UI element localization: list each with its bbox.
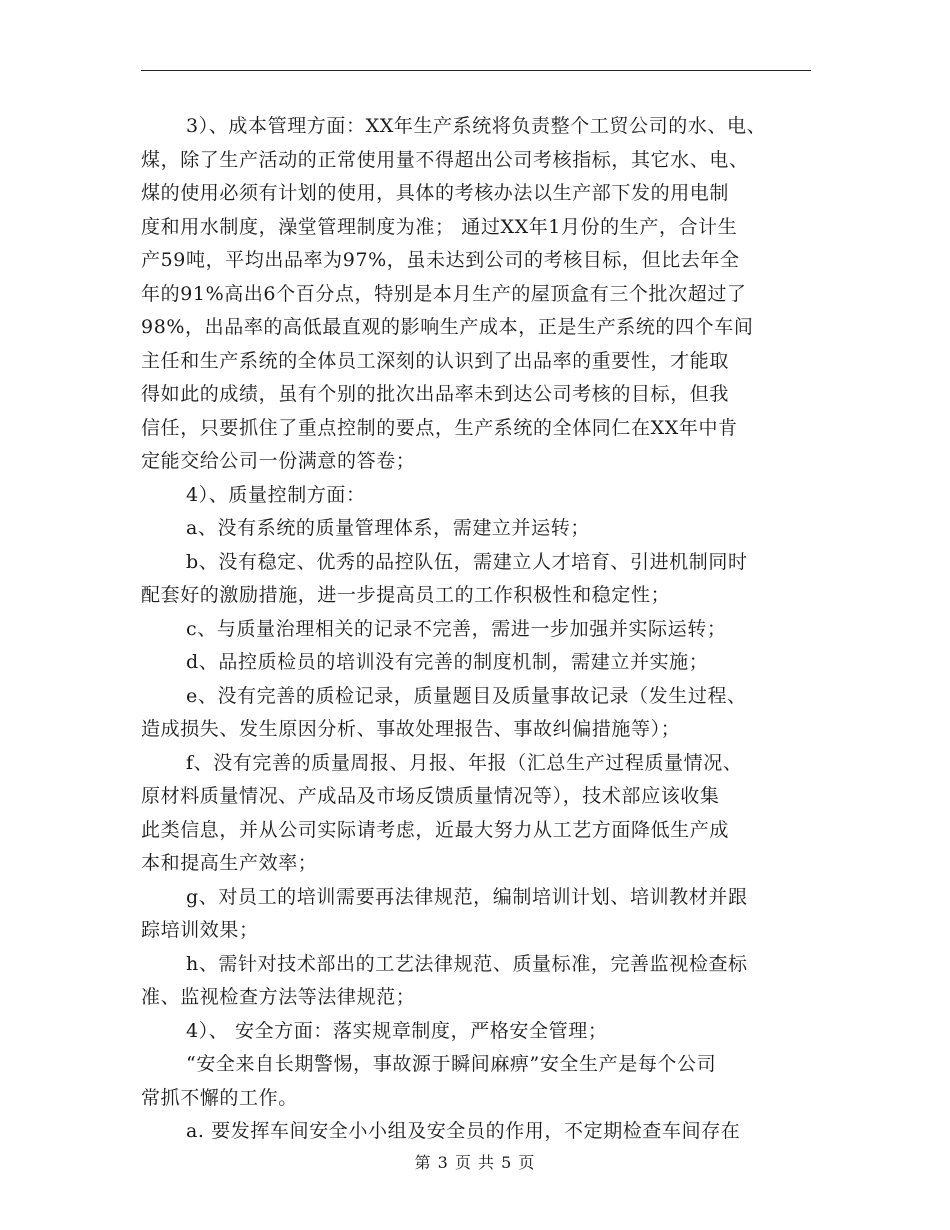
text-line: 配套好的激励措施，进一步提高员工的工作积极性和稳定性； [141,584,671,606]
text-line: 常抓不懈的工作。 [141,1086,298,1109]
text-line: f、没有完善的质量周报、月报、年报（汇总生产过程质量情况、 [186,751,743,774]
text-line: “安全来自长期警惕，事故源于瞬间麻痹”安全生产是每个公司 [186,1053,717,1075]
text-line: 98%，出品率的高低最直观的影响生产成本，正是生产系统的四个车间 [141,316,754,338]
text-line: 煤的使用必须有计划的使用，具体的考核办法以生产部下发的用电制 [141,182,730,204]
text-line: 信任，只要抓住了重点控制的要点，生产系统的全体同仁在XX年中肯 [141,416,738,439]
text-line: c、与质量治理相关的记录不完善，需进一步加强并实际运转； [186,617,727,640]
text-line: 煤，除了生产活动的正常使用量不得超出公司考核指标，其它水、电、 [141,148,749,171]
text-line: 原材料质量情况、产成品及市场反馈质量情况等），技术部应该收集 [141,785,720,807]
text-line: a、没有系统的质量管理体系，需建立并运转； [186,517,590,539]
text-line: 本和提高生产效率； [141,852,318,874]
text-line: b、没有稳定、优秀的品控队伍，需建立人才培育、引进机制同时 [186,550,748,573]
header-rule [141,70,811,71]
document-body [141,110,831,1149]
text-line: 年的91%高出6个百分点，特别是本月生产的屋顶盒有三个批次超过了 [141,282,747,305]
text-line: e、没有完善的质检记录，质量题目及质量事故记录（发生过程、 [186,684,747,707]
text-line: 此类信息，并从公司实际请考虑，近最大努力从工艺方面降低生产成 [141,818,730,841]
text-line: h、需针对技术部出的工艺法律规范、质量标准，完善监视检查标 [186,952,748,975]
text-line: 造成损失、发生原因分析、事故处理报告、事故纠偏措施等）； [141,718,681,740]
text-line: 度和用水制度，澡堂管理制度为准； 通过XX年1月份的生产，合计生 [141,215,738,238]
text-line: g、对员工的培训需要再法律规范，编制培训计划、培训教材并跟 [186,885,748,908]
text-line: 准、监视检查方法等法律规范； [141,986,416,1008]
text-line: a. 要发挥车间安全小小组及安全员的作用，不定期检查车间存在 [186,1120,741,1142]
text-line: 主任和生产系统的全体员工深刻的认识到了出品率的重要性，才能取 [141,349,730,372]
text-line: 踪培训效果； [141,919,259,941]
text-line: 定能交给公司一份满意的答卷； [141,450,416,472]
page-footer: 第 3 页 共 5 页 [414,1153,536,1172]
text-line: 3）、成本管理方面：XX年生产系统将负责整个工贸公司的水、电、 [186,115,767,137]
text-line: 4）、 安全方面：落实规章制度，严格安全管理； [186,1019,608,1042]
text-line: 4）、质量控制方面： [186,483,366,506]
text-line: 产59吨，平均出品率为97%，虽未达到公司的考核目标，但比去年全 [141,249,740,271]
text-line: d、品控质检员的培训没有完善的制度机制，需建立并实施； [186,651,709,673]
text-line: 得如此的成绩，虽有个别的批次出品率未到达公司考核的目标，但我 [141,383,730,405]
